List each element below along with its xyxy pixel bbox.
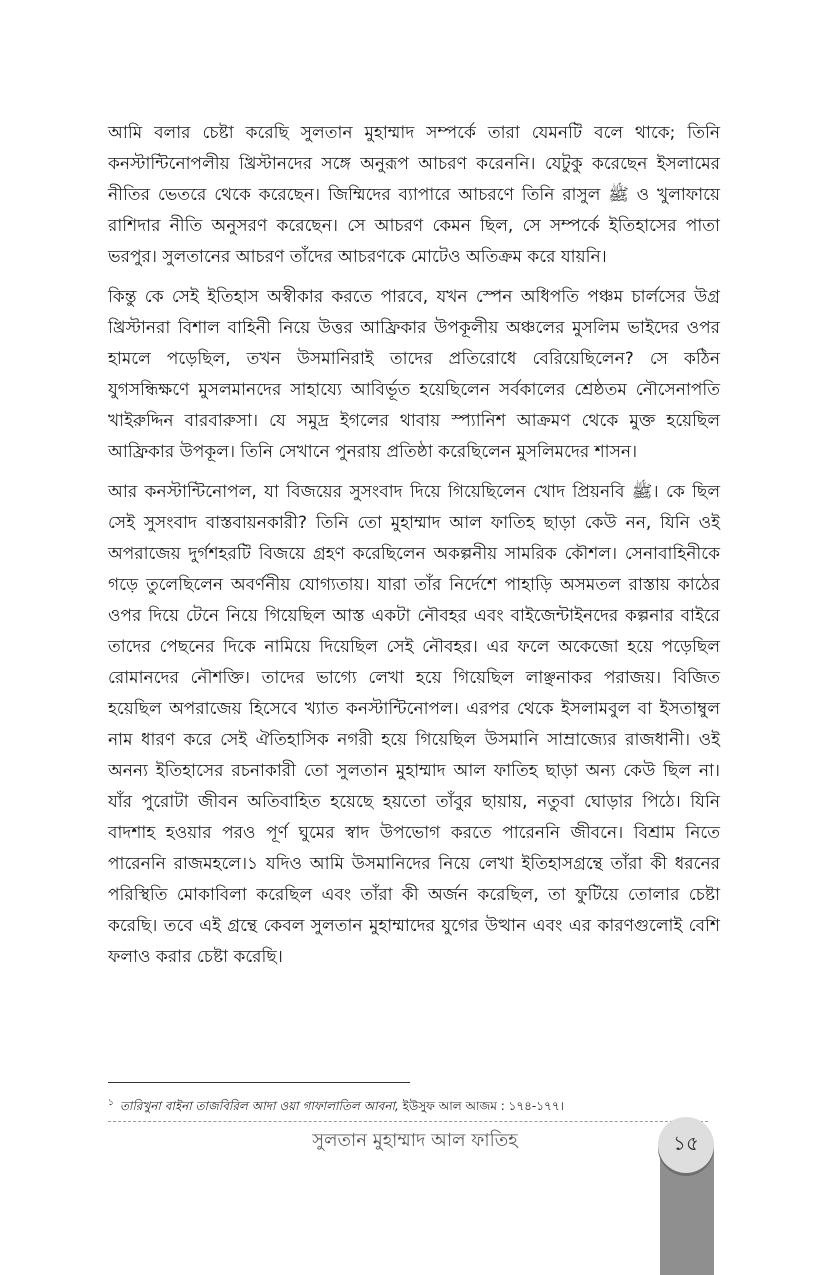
body-text bbox=[108, 118, 720, 982]
footnote-divider bbox=[108, 1082, 410, 1083]
paragraph: আর কনস্টান্টিনোপল, যা বিজয়ের সুসংবাদ দিয়ে গিয়েছিলেন খোদ প্রিয়নবি ﷺ। কে ছিল সেই সুসংবাদ বাস্তবায়নকারী? তিনি তো মুহাম্মাদ আল ফাতিহ ছাড়া কেউ নন, যিনি ওই অপরাজেয় দুর্গশহরটি বিজয়ে গ্রহণ করেছিলেন অকল্পনীয় সামরিক কৌশল। সেনাবাহিনীকে গড়ে তুলেছিলেন অবর্ণনীয় যোগ্যতায়। যারা তাঁর নির্দেশে পাহাড়ি অসমতল রাস্তায় কাঠের ওপর দিয়ে টেনে নিয়ে গিয়েছিল আস্ত একটা নৌবহর এবং বাইজেন্টাইনদের কল্পনার বাইরে তাদের পেছনের দিকে নামিয়ে দিয়েছিল সেই নৌবহর। এর ফলে অকেজো হয়ে পড়েছিল রোমানদের নৌশক্তি। তাদের ভাগ্যে লেখা হয়ে গিয়েছিল লাঞ্ছনাকর পরাজয়। বিজিত হয়েছিল অপরাজেয় হিসেবে খ্যাত কনস্টান্টিনোপল। এরপর থেকে ইসলামবুল বা ইসতাম্বুল নাম ধারণ করে সেই ঐতিহাসিক নগরী হয়ে গিয়েছিল উসমানি সাম্রাজ্যের রাজধানী। ওই অনন্য ইতিহাসের রচনাকারী তো সুলতান মুহাম্মাদ আল ফাতিহ ছাড়া অন্য কেউ ছিল না। যাঁর পুরোটা জীবন অতিবাহিত হয়েছে হয়তো তাঁবুর ছায়ায়, নতুবা ঘোড়ার পিঠে। যিনি বাদশাহ হওয়ার পরও পূর্ণ ঘুমের স্বাদ উপভোগ করতে পারেননি জীবনে। বিশ্রাম নিতে পারেননি রাজমহলে।১ যদিও আমি উসমানিদের নিয়ে লেখা ইতিহাসগ্রন্থে তাঁরা কী ধরনের পরিস্থিতি মোকাবিলা করেছিল এবং তাঁরা কী অর্জন করেছিল, তা ফুটিয়ে তোলার চেষ্টা করেছি। তবে এই গ্রন্থে কেবল সুলতান মুহাম্মাদের যুগের উত্থান এবং এর কারণগুলোই বেশি ফলাও করার চেষ্টা করেছি। bbox=[108, 482, 720, 967]
footnote bbox=[108, 1094, 708, 1115]
footnote-source-detail: ইউসুফ আল আজম : ১৭৪-১৭৭। bbox=[398, 1099, 564, 1113]
footnote-mark: ১ bbox=[108, 1098, 114, 1108]
page-number-badge bbox=[658, 1117, 714, 1173]
paragraph: কিন্তু কে সেই ইতিহাস অস্বীকার করতে পারবে, যখন স্পেন অধিপতি পঞ্চম চার্লসের উগ্র খ্রিস্টানরা বিশাল বাহিনী নিয়ে উত্তর আফ্রিকার উপকূলীয় অঞ্চলের মুসলিম ভাইদের ওপর হামলে পড়েছিল, তখন উসমানিরাই তাদের প্রতিরোধে বেরিয়েছিলেন? সে কঠিন যুগসন্ধিক্ষণে মুসলমানদের সাহায্যে আবির্ভূত হয়েছিলেন সর্বকালের শ্রেষ্ঠতম নৌসেনাপতি খাইরুদ্দিন বারবারুসা। যে সমুদ্র ইগলের থাবায় স্প্যানিশ আক্রমণ থেকে মুক্ত হয়েছিল আফ্রিকার উপকূল। তিনি সেখানে পুনরায় প্রতিষ্ঠা করেছিলেন মুসলিমদের শাসন। bbox=[108, 287, 720, 462]
running-title: সুলতান মুহাম্মাদ আল ফাতিহ bbox=[312, 1130, 518, 1151]
paragraph: আমি বলার চেষ্টা করেছি সুলতান মুহাম্মাদ সম্পর্কে তারা যেমনটি বলে থাকে; তিনি কনস্টান্টিনোপলীয় খ্রিস্টানদের সঙ্গে অনুরূপ আচরণ করেননি। যেটুকু করেছেন ইসলামের নীতির ভেতরে থেকে করেছেন। জিম্মিদের ব্যাপারে আচরণে তিনি রাসুল ﷺ ও খুলাফায়ে রাশিদার নীতি অনুসরণ করেছেন। সে আচরণ কেমন ছিল, সে সম্পর্কে ইতিহাসের পাতা ভরপুর। সুলতানের আচরণ তাঁদের আচরণকে মোটেও অতিক্রম করে যায়নি। bbox=[108, 123, 720, 267]
footer-divider bbox=[108, 1121, 708, 1122]
page-number: ১৫ bbox=[673, 1130, 699, 1155]
footnote-source-title: তারিখুনা বাইনা তাজবিরিল আদা ওয়া গাফালাতিল আবনা, bbox=[119, 1099, 399, 1113]
